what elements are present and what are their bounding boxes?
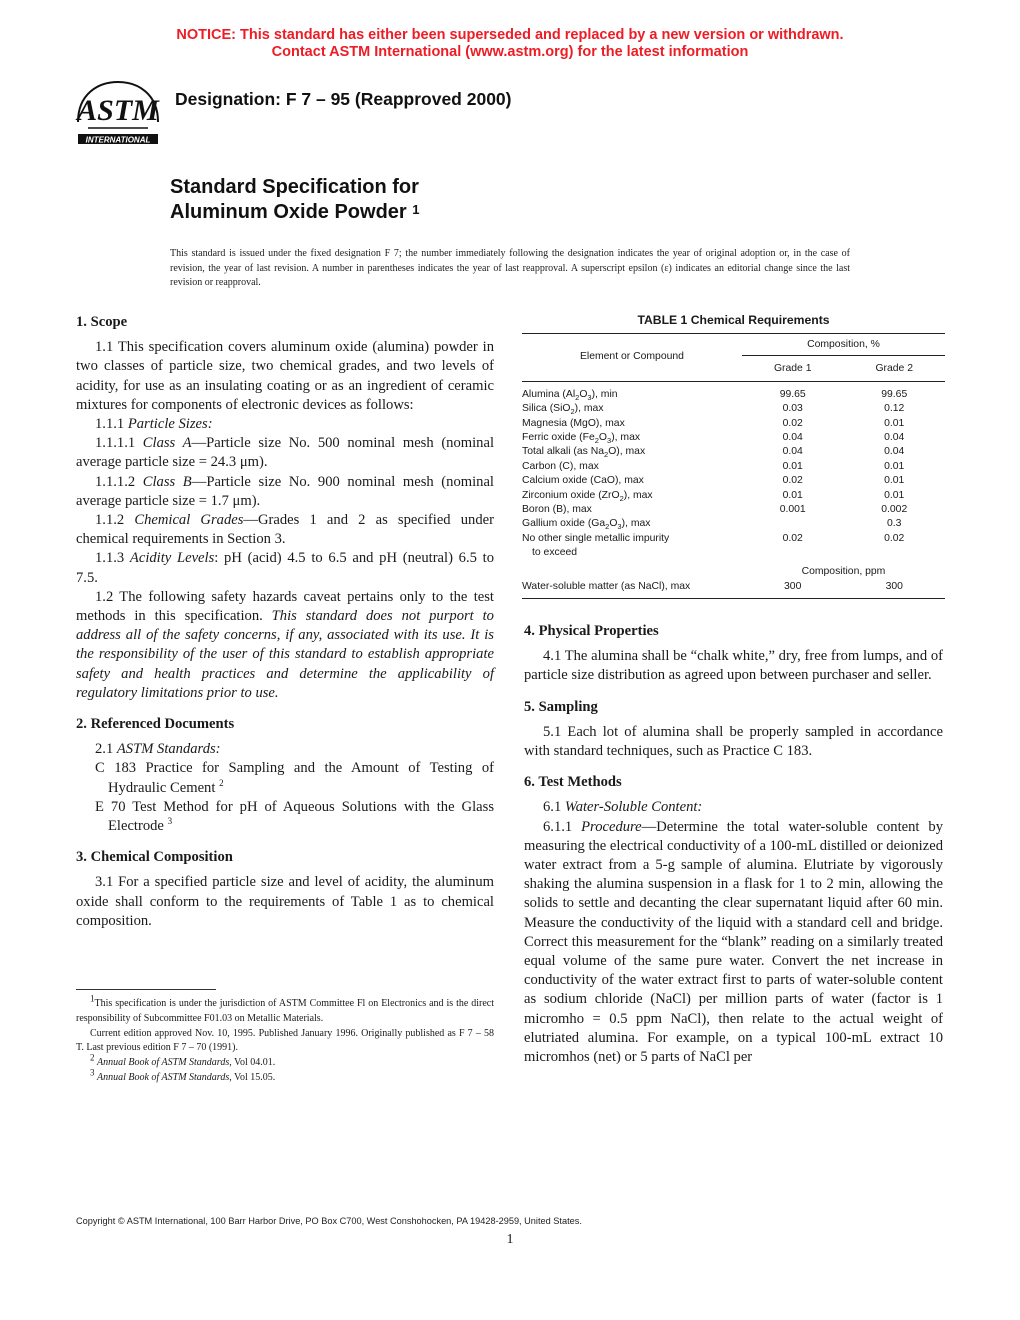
row-grade-2: 300 [885, 581, 903, 593]
footnote-2: $^2$ Annual Book of ASTM Standards, Vol 04.01. [90, 1052, 276, 1069]
notice-line-1: NOTICE: This standard has either been superseded and replaced by a new version or withdrawn. [176, 27, 844, 43]
table-row [522, 579, 945, 598]
table-row-ppm-header [522, 561, 945, 579]
header-grade-1: Grade 1 [773, 363, 812, 375]
paragraph-3-1: 3.1 For a specified particle size and level of acidity, the aluminum oxide shall conform to the requirements of Table 1 as to chemical composition. [76, 874, 494, 929]
paragraph-6-1: 6.1 Water-Soluble Content: [543, 799, 703, 816]
paragraph-4-1: 4.1 The alumina shall be “chalk white,” dry, free from lumps, and of particle size distribution as agreed upon between purchaser and seller. [524, 648, 943, 684]
title-line-1: Standard Specification for [170, 176, 419, 198]
table-row [522, 503, 945, 517]
paragraph-1-1-3: 1.1.3 Acidity Levels: pH (acid) 4.5 to 6.5 and pH (neutral) 6.5 to 7.5. [76, 550, 494, 586]
table-row [522, 431, 945, 445]
table-title: TABLE 1 Chemical Requirements [637, 313, 830, 327]
row-grade-1: 300 [784, 581, 802, 593]
row-label: Total alkali (as $Na_2O$), max [522, 446, 646, 460]
footnote-divider [76, 989, 216, 990]
row-grade-2: 0.002 [881, 504, 908, 516]
header-composition: Composition, % [742, 334, 945, 356]
row-label: Silica (SiO$_2$), max [522, 403, 604, 417]
table-row [522, 460, 945, 474]
row-grade-2: 0.04 [884, 432, 905, 444]
section-heading-chemical-composition: 3. Chemical Composition [76, 849, 233, 866]
title-line-2-text: Aluminum Oxide Powder [170, 201, 407, 223]
table-body [522, 381, 945, 532]
row-label: Magnesia (MgO), max [522, 417, 625, 429]
paragraph-1-2: 1.2 The following safety hazards caveat pertains only to the test methods in this specification. This standard does not purport to address all of the safety concerns, if any, associated with its use. It is the responsibility of the user of this standard to establish appropriate safety and health practices and determine the applicability of regulatory limitations prior to use. [76, 588, 494, 701]
section-heading-sampling: 5. Sampling [524, 698, 598, 715]
row-label: Carbon (C), max [522, 460, 599, 472]
designation: Designation: F 7 – 95 (Reapproved 2000) [175, 89, 512, 109]
row-grade-2: 0.01 [884, 489, 905, 501]
paragraph-5-1: 5.1 Each lot of alumina shall be properly sampled in accordance with standard techniques, such as Practice C 183. [524, 723, 943, 760]
table-row [522, 445, 945, 459]
row-grade-2: 99.65 [881, 388, 908, 400]
row-grade-2: 0.12 [884, 403, 905, 415]
row-grade-2: 0.01 [884, 460, 905, 472]
table-row [522, 474, 945, 488]
paragraph-1-1-2: 1.1.2 Chemical Grades—Grades 1 and 2 as specified under chemical requirements in Section 3. [76, 512, 494, 548]
page-title [170, 175, 420, 226]
issue-note: This standard is issued under the fixed designation F 7; the number immediately following the designation indicates the year of original adoption or, in the case of revision, the year of last revision. A number in parentheses indicates the year of last reapproval. A superscript epsilon (ε) indicates an editorial change since the last revision or reapproval. [170, 248, 850, 288]
row-label: Ferric oxide $(Fe_2O_3)$, max [522, 432, 641, 446]
copyright: Copyright © ASTM International, 100 Barr Harbor Drive, PO Box C700, West Conshohocken, PA 19428-2959, United States. [76, 1216, 582, 1226]
row-grade-1 [742, 517, 844, 531]
table-row [522, 517, 945, 531]
row-grade-1: 99.65 [779, 388, 806, 400]
row-grade-2: 0.02 [884, 532, 905, 544]
reference-c183: C 183 Practice for Sampling and the Amount of Testing of Hydraulic Cement $^2$ [95, 760, 494, 796]
row-label: Alumina $(Al_2O_3)$, min [522, 388, 618, 402]
paragraph-1-1-1-1: 1.1.1.1 Class A—Particle size No. 500 nominal mesh (nominal average particle size = 24.3 μm). [76, 435, 495, 471]
row-label: Water-soluble matter (as NaCl), max [522, 581, 691, 593]
reference-e70: E 70 Test Method for pH of Aqueous Solutions with the Glass Electrode $^3$ [95, 798, 494, 835]
title-line-2 [170, 200, 420, 226]
section-heading-test-methods: 6. Test Methods [524, 774, 622, 791]
paragraph-1-1: 1.1 This specification covers aluminum oxide (alumina) powder in two classes of particle size, two chemical grades, and two levels of acidity, for use as an insulating coating or as an ingredient of ceramic mixtures for components of electronic devices as follows: [76, 339, 494, 413]
table-row [522, 489, 945, 503]
table [522, 333, 945, 599]
chemical-requirements-table [522, 313, 945, 599]
row-grade-1: 0.02 [782, 417, 803, 429]
row-grade-1: 0.001 [779, 504, 806, 516]
paragraph-1-1-1: 1.1.1 Particle Sizes: [95, 416, 213, 433]
right-column [524, 622, 943, 1067]
footnote-1-edition: Current edition approved Nov. 10, 1995. Published January 1996. Originally published as F 7 – 58 T. Last previous edition F 7 – 70 (1991). [76, 1027, 494, 1054]
table-row [522, 381, 945, 402]
astm-logo-icon [72, 76, 164, 152]
paragraph-1-1-1-2: 1.1.1.2 Class B—Particle size No. 900 nominal mesh (nominal average particle size = 1.7 μm). [76, 473, 494, 509]
section-heading-referenced-documents: 2. Referenced Documents [76, 716, 235, 733]
row-label: Gallium oxide $(Ga_2O_3)$, max [522, 518, 651, 532]
paragraph-2-1: 2.1 ASTM Standards: [95, 741, 221, 758]
row-grade-1: 0.01 [782, 460, 803, 472]
section-heading-scope: 1. Scope [76, 314, 128, 330]
logo-subtext: INTERNATIONAL [85, 135, 151, 145]
ppm-header: Composition, ppm [801, 565, 886, 577]
row-label: Zirconium oxide (ZrO$_2$), max [522, 489, 653, 503]
page-number: 1 [506, 1232, 514, 1247]
row-grade-1: 0.03 [782, 403, 803, 415]
footnote-3: $^3$ Annual Book of ASTM Standards, Vol 15.05. [90, 1067, 276, 1083]
row-grade-2: 0.01 [884, 475, 905, 487]
row-label: No other single metallic impurity to exceed [522, 532, 670, 559]
footnote-1: $^1$This specification is under the jurisdiction of ASTM Committee Fl on Electronics and is the direct responsibility of Subcommittee F01.03 on Metallic Materials. [76, 993, 494, 1024]
header-grade-2: Grade 2 [875, 363, 913, 375]
table-row [522, 417, 945, 431]
header-element: Element or Compound [522, 334, 742, 382]
footnotes [76, 995, 494, 1086]
row-grade-1: 0.04 [782, 432, 803, 444]
withdrawal-notice [0, 27, 1020, 61]
logo-text: ASTM [77, 94, 159, 127]
notice-line-2: Contact ASTM International (www.astm.org) for the latest information [271, 44, 749, 60]
row-grade-1: 0.04 [782, 446, 803, 458]
row-grade-2: 0.04 [884, 446, 905, 458]
row-label: Boron (B), max [522, 504, 592, 516]
row-grade-1: 0.01 [782, 489, 803, 501]
row-grade-1: 0.02 [782, 532, 803, 544]
section-heading-physical-properties: 4. Physical Properties [524, 623, 659, 639]
table-row [522, 402, 945, 416]
row-grade-2: 0.3 [887, 518, 902, 530]
left-column [76, 313, 494, 931]
table-row [522, 532, 945, 561]
row-grade-2: 0.01 [884, 417, 905, 429]
title-footnote-mark: 1 [412, 202, 420, 217]
row-label: Calcium oxide (CaO), max [522, 475, 644, 487]
row-grade-1: 0.02 [782, 475, 803, 487]
paragraph-6-1-1: 6.1.1 Procedure—Determine the total water-soluble content by measuring the electrical conductivity of a 100-mL distilled or deionized water extract from a 5-g sample of alumina. Elutriate by vigorously shaking the alumina suspension in a flask for 1 to 2 min, allowing the solids to settle and decanting the clear supernatant liquid after 60 min. Measure the conductivity of the liquid with a standard cell and bridge. Correct this measurement for the “blank” reading on a similarly treated equal volume of the same pure water. Convert the net increase in conductivity of the water extract first to parts of water-soluble content as sodium chloride (NaCl) per million parts of water (factor is 1 micromho = 0.5 ppm NaCl), then relate to the actual weight of elutriated alumina. For example, on a typical 100-mL extract 10 micromhos (net) or 5 parts of NaCl per [524, 818, 944, 1066]
